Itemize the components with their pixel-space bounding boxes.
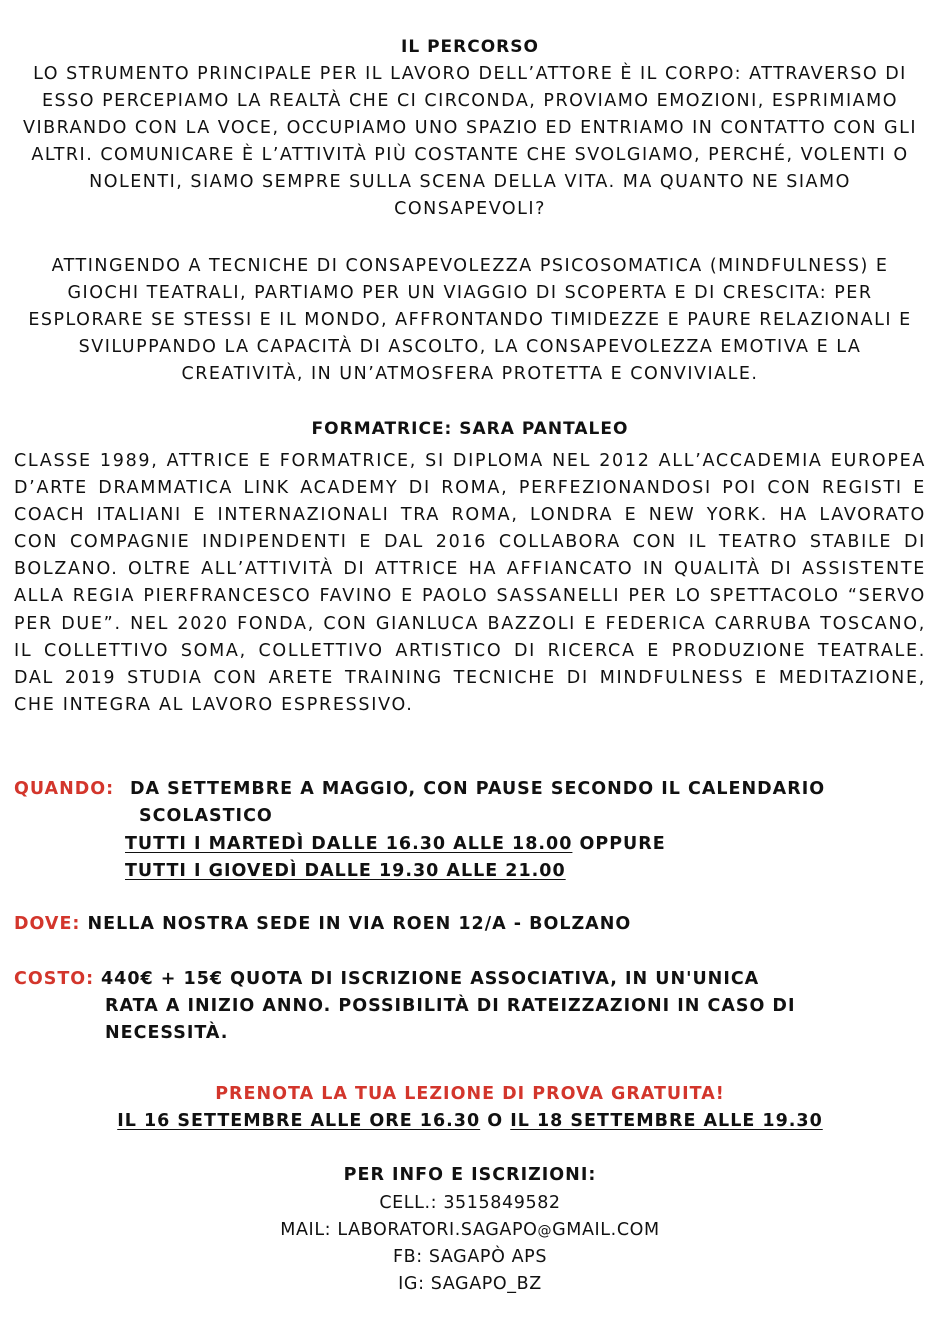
prova-headline: PRENOTA LA TUA LEZIONE DI PROVA GRATUITA! bbox=[215, 1084, 725, 1104]
formatrice-title: FORMATRICE: SARA PANTALEO bbox=[311, 419, 629, 439]
quando-line-2: SCOLASTICO bbox=[139, 806, 273, 826]
percorso-title: IL PERCORSO bbox=[401, 37, 539, 57]
quando-line-1: DA SETTEMBRE A MAGGIO, CON PAUSE SECONDO IL CALENDARIO bbox=[130, 779, 826, 799]
costo-section bbox=[14, 966, 926, 1050]
contatti-instagram: IG: SAGAPO_BZ bbox=[398, 1274, 542, 1294]
contatti-mail-at: @ bbox=[537, 1223, 553, 1239]
contatti-mail bbox=[14, 1217, 926, 1245]
prova-connector: O bbox=[487, 1111, 504, 1131]
percorso-paragraph-2: ATTINGENDO A TECNICHE DI CONSAPEVOLEZZA PSICOSOMATICA (MINDFULNESS) E GIOCHI TEATRALI, PARTIAMO PER UN VIAGGIO DI SCOPERTA E DI CRESCITA: PER ESPLORARE SE STESSI E IL MONDO, AFFRONTANDO TIMIDEZZE E PAURE RELAZIONALI E SVILUPPANDO LA CAPACITÀ DI ASCOLTO, LA CONSAPEVOLEZZA EMOTIVA E LA CREATIVITÀ, IN UN’ATMOSFERA PROTETTA E CONVIVIALE. bbox=[28, 256, 912, 384]
quando-slot-2: TUTTI I GIOVEDÌ DALLE 19.30 ALLE 21.00 bbox=[125, 861, 566, 881]
contatti-mail-user: LABORATORI.SAGAPO bbox=[337, 1220, 538, 1240]
quando-section bbox=[14, 776, 926, 886]
contatti-mail-prefix: MAIL: bbox=[280, 1220, 338, 1240]
contatti-title: PER INFO E ISCRIZIONI: bbox=[343, 1165, 597, 1185]
dove-text: NELLA NOSTRA SEDE IN VIA ROEN 12/A - BOLZANO bbox=[87, 914, 632, 934]
costo-line-3: NECESSITÀ. bbox=[105, 1023, 229, 1043]
quando-slots-row bbox=[125, 831, 666, 858]
costo-line-2: RATA A INIZIO ANNO. POSSIBILITÀ DI RATEIZZAZIONI IN CASO DI bbox=[105, 996, 796, 1016]
quando-connector: OPPURE bbox=[579, 834, 666, 854]
prova-date-1: IL 16 SETTEMBRE ALLE ORE 16.30 bbox=[117, 1111, 481, 1131]
quando-label: QUANDO: bbox=[14, 779, 115, 799]
quando-slot-1: TUTTI I MARTEDÌ DALLE 16.30 ALLE 18.00 bbox=[125, 834, 573, 854]
contatti-facebook: FB: SAGAPÒ APS bbox=[392, 1247, 548, 1267]
costo-label: COSTO: bbox=[14, 969, 95, 989]
contatti-cell: CELL.: 3515849582 bbox=[379, 1193, 561, 1213]
formatrice-bio: CLASSE 1989, ATTRICE E FORMATRICE, SI DIPLOMA NEL 2012 ALL’ACCADEMIA EUROPEA D’ARTE DRAMMATICA LINK ACADEMY DI ROMA, PERFEZIONANDOSI POI CON REGISTI E COACH ITALIANI E INTERNAZIONALI TRA ROMA, LONDRA E NEW YORK. HA LAVORATO CON COMPAGNIE INDIPENDENTI E DAL 2016 COLLABORA CON IL TEATRO STABILE DI BOLZANO. OLTRE ALL’ATTIVITÀ DI ATTRICE HA AFFIANCATO IN QUALITÀ DI ASSISTENTE ALLA REGIA PIERFRANCESCO FAVINO E PAOLO SASSANELLI PER LO SPETTACOLO “SERVO PER DUE”. NEL 2020 FONDA, CON GIANLUCA BAZZOLI E FEDERICA CARRUBA TOSCANO, IL COLLETTIVO SOMA, COLLETTIVO ARTISTICO DI RICERCA E PRODUZIONE TEATRALE. DAL 2019 STUDIA CON ARETE TRAINING TECNICHE DI MINDFULNESS E MEDITAZIONE, CHE INTEGRA AL LAVORO ESPRESSIVO. bbox=[14, 451, 926, 715]
prova-date-2: IL 18 SETTEMBRE ALLE 19.30 bbox=[510, 1111, 823, 1131]
prova-dates bbox=[14, 1108, 926, 1135]
contatti-mail-domain: GMAIL.COM bbox=[552, 1220, 660, 1240]
dove-label: DOVE: bbox=[14, 914, 81, 934]
percorso-paragraph-1: LO STRUMENTO PRINCIPALE PER IL LAVORO DELL’ATTORE È IL CORPO: ATTRAVERSO DI ESSO PERCEPIAMO LA REALTÀ CHE CI CIRCONDA, PROVIAMO EMOZIONI, ESPRIMIAMO VIBRANDO CON LA VOCE, OCCUPIAMO UNO SPAZIO ED ENTRIAMO IN CONTATTO CON GLI ALTRI. COMUNICARE È L’ATTIVITÀ PIÙ COSTANTE CHE SVOLGIAMO, PERCHÉ, VOLENTI O NOLENTI, SIAMO SEMPRE SULLA SCENA DELLA VITA. MA QUANTO NE SIAMO CONSAPEVOLI? bbox=[22, 64, 918, 219]
costo-line-1: 440€ + 15€ QUOTA DI ISCRIZIONE ASSOCIATIVA, IN UN'UNICA bbox=[101, 969, 760, 989]
dove-section bbox=[14, 911, 926, 939]
